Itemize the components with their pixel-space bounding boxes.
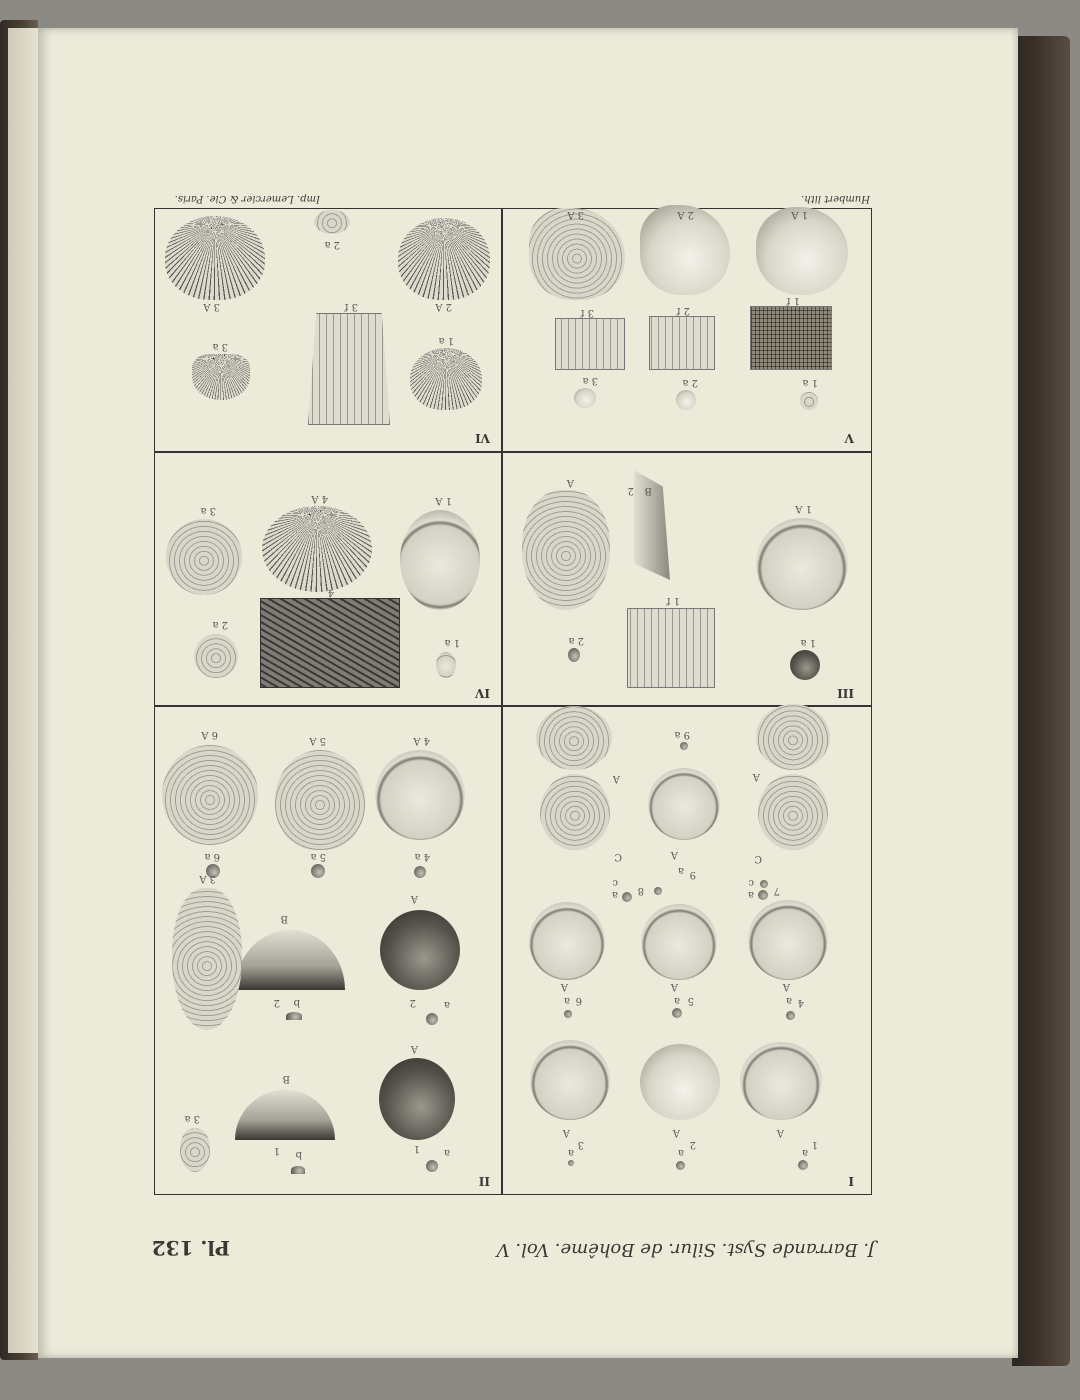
fig-label: 1 [413,1143,420,1154]
specimen-III-1A [756,518,848,610]
fig-label: a [444,999,450,1010]
specimen-6a [564,1010,572,1018]
fig-label: a [786,995,792,1006]
fig-label: 2 [409,997,416,1008]
specimen-II-1a [426,1160,438,1172]
fig-label: 6 [575,995,582,1006]
fig-label: 3 f [580,307,594,318]
fig-label: a [674,995,680,1006]
specimen-VI-3a [192,354,250,400]
panel-label-IV: IV [475,686,490,700]
specimen-IV-1A [400,510,480,610]
specimen-8c [622,892,632,902]
specimen-II-4a [414,866,426,878]
specimen-5A [641,904,717,980]
fig-label: a [678,865,684,876]
specimen-V-2f [649,316,715,370]
specimen-II-1b [291,1166,305,1174]
specimen-8C [540,774,610,850]
specimen-V-1a [800,392,818,410]
fig-label: 3 A [199,873,216,884]
fig-label: a [612,889,618,900]
fig-label: 7 [773,885,780,896]
fig-label: 3 A [567,209,584,220]
fig-label: A [776,1127,784,1138]
fig-label: 3 a [184,1113,200,1124]
specimen-2A [640,1044,720,1120]
fig-label: C [754,853,762,864]
specimen-5a [672,1008,682,1018]
panel-label-III: III [837,686,854,700]
specimen-II-3a [180,1128,210,1172]
fig-label: 3 a [200,505,216,516]
specimen-VI-3f [308,313,390,425]
specimen-IV-1a [436,652,456,678]
specimen-II-4A [375,750,465,840]
fig-label: 3 A [203,301,220,312]
fig-label: A [672,1127,680,1138]
specimen-II-5A [275,750,365,850]
panel-label-II: II [478,1174,490,1188]
fig-label: 1 A [791,209,808,220]
fig-label: a [748,889,754,900]
fig-label: 4 A [311,493,328,504]
specimen-9A [648,768,720,840]
specimen-VI-1a [410,348,482,410]
specimen-7C [758,774,828,850]
specimen-7c [760,880,768,888]
fig-label: 2 a [682,377,698,388]
fig-label: 1 A [435,495,452,506]
panel-label-VI: VI [475,431,490,445]
fig-label: 2 f [676,305,690,316]
fig-label: 6 a [204,851,220,862]
fig-label: B [282,1073,290,1084]
fig-label: 4 [797,997,804,1008]
specimen-7A [756,704,830,770]
fig-label: 2 [689,1139,696,1150]
specimen-9a [680,742,688,750]
fig-label: 1 A [795,503,812,514]
fig-label: 2 a [212,619,228,630]
fig-label: 5 A [309,735,326,746]
specimen-V-3a [574,388,596,408]
plate-divider-vertical [502,208,504,1195]
plate-divider-horizontal-2 [154,452,872,454]
specimen-V-1f [750,306,832,370]
specimen-8a [654,887,662,895]
specimen-4A [748,900,828,980]
specimen-1a [798,1160,808,1170]
fig-label: A [410,893,418,904]
specimen-VI-3A [165,216,265,300]
fig-label: A [612,773,620,784]
specimen-III-2A [522,490,610,610]
fig-label: 4 A [413,735,430,746]
fig-label: 1 a [800,637,816,648]
specimen-3a [568,1160,574,1166]
fig-label: 8 [637,885,644,896]
specimen-VI-2a [314,210,350,234]
panel-label-I: I [848,1174,854,1188]
fig-label: 9 [689,869,696,880]
fig-label: 3 [577,1139,584,1150]
fig-label: b [295,1149,302,1160]
fig-label: 3 a [582,375,598,386]
fig-label: A [670,849,678,860]
specimen-IV-3a [166,519,242,595]
specimen-IV-4A [262,506,372,592]
specimen-II-3A [172,888,242,1030]
specimen-III-1a [790,650,820,680]
specimen-V-2a [676,390,696,410]
specimen-VI-2A [398,218,490,300]
fig-label: c [748,877,754,888]
specimen-1A [740,1042,822,1120]
plate-divider-horizontal-1 [154,706,872,708]
panel-label-V: V [844,431,854,445]
specimen-4a [786,1011,795,1020]
fig-label: 2 a [568,635,584,646]
fig-label: 2 A [435,301,452,312]
fig-label: A [752,771,760,782]
fig-label: A [566,477,574,488]
specimen-IV-4 [260,598,400,688]
fig-label: a [564,995,570,1006]
specimen-II-2b [286,1012,302,1020]
fig-label: 1 a [444,637,460,648]
fig-label: 2 [273,997,280,1008]
specimen-V-3f [555,318,625,370]
fig-label: 1 a [438,335,454,346]
specimen-3A [530,1040,610,1120]
specimen-II-1A [379,1058,455,1140]
fig-label: 1 a [802,377,818,388]
fig-label: 1 f [666,595,680,606]
fig-label: A [410,1043,418,1054]
specimen-2a [676,1161,685,1170]
fig-label: 1 [811,1139,818,1150]
fig-label: A [782,981,790,992]
specimen-II-5a [311,864,325,878]
fig-label: 1 f [786,295,800,306]
lithographer-credit: Humbert lith. [801,193,870,204]
specimen-III-1f [627,608,715,688]
fig-label: A [670,981,678,992]
plate-title: J. Barrande Syst. Silur. de Bohême. Vol. V [496,1239,875,1260]
fig-label: B [280,913,288,924]
fig-label: C [614,851,622,862]
specimen-III-2a [568,648,580,662]
fig-label: 9 a [674,729,690,740]
fig-label: 2 a [324,239,340,250]
fig-label: 3 f [344,301,358,312]
specimen-7a [758,890,768,900]
specimen-6A [529,902,605,980]
fig-label: 2 [627,485,634,496]
fig-label: A [560,981,568,992]
fig-label: a [678,1147,684,1158]
fig-label: 3 a [212,341,228,352]
printer-credit: Imp. Lemercier & Cie. Paris. [174,193,320,204]
specimen-II-2a [426,1013,438,1025]
specimen-8A [536,706,612,770]
fig-label: a [802,1147,808,1158]
fig-label: 6 A [201,729,218,740]
fig-label: 5 [687,995,694,1006]
fig-label: 2 A [677,209,694,220]
fig-label: 5 a [310,851,326,862]
fig-label: 4 [327,587,334,598]
fig-label: a [568,1147,574,1158]
fig-label: 1 [273,1145,280,1156]
specimen-IV-2a [194,634,238,678]
specimen-II-6A [162,745,258,845]
specimen-V-1A [756,207,848,295]
plate-number: Pl. 132 [151,1236,230,1260]
fig-label: 4 a [414,851,430,862]
fig-label: b [293,997,300,1008]
specimen-II-2A [380,910,460,990]
fig-label: A [562,1127,570,1138]
fig-label: a [444,1147,450,1158]
fig-label: c [612,877,618,888]
fig-label: B [644,485,652,496]
